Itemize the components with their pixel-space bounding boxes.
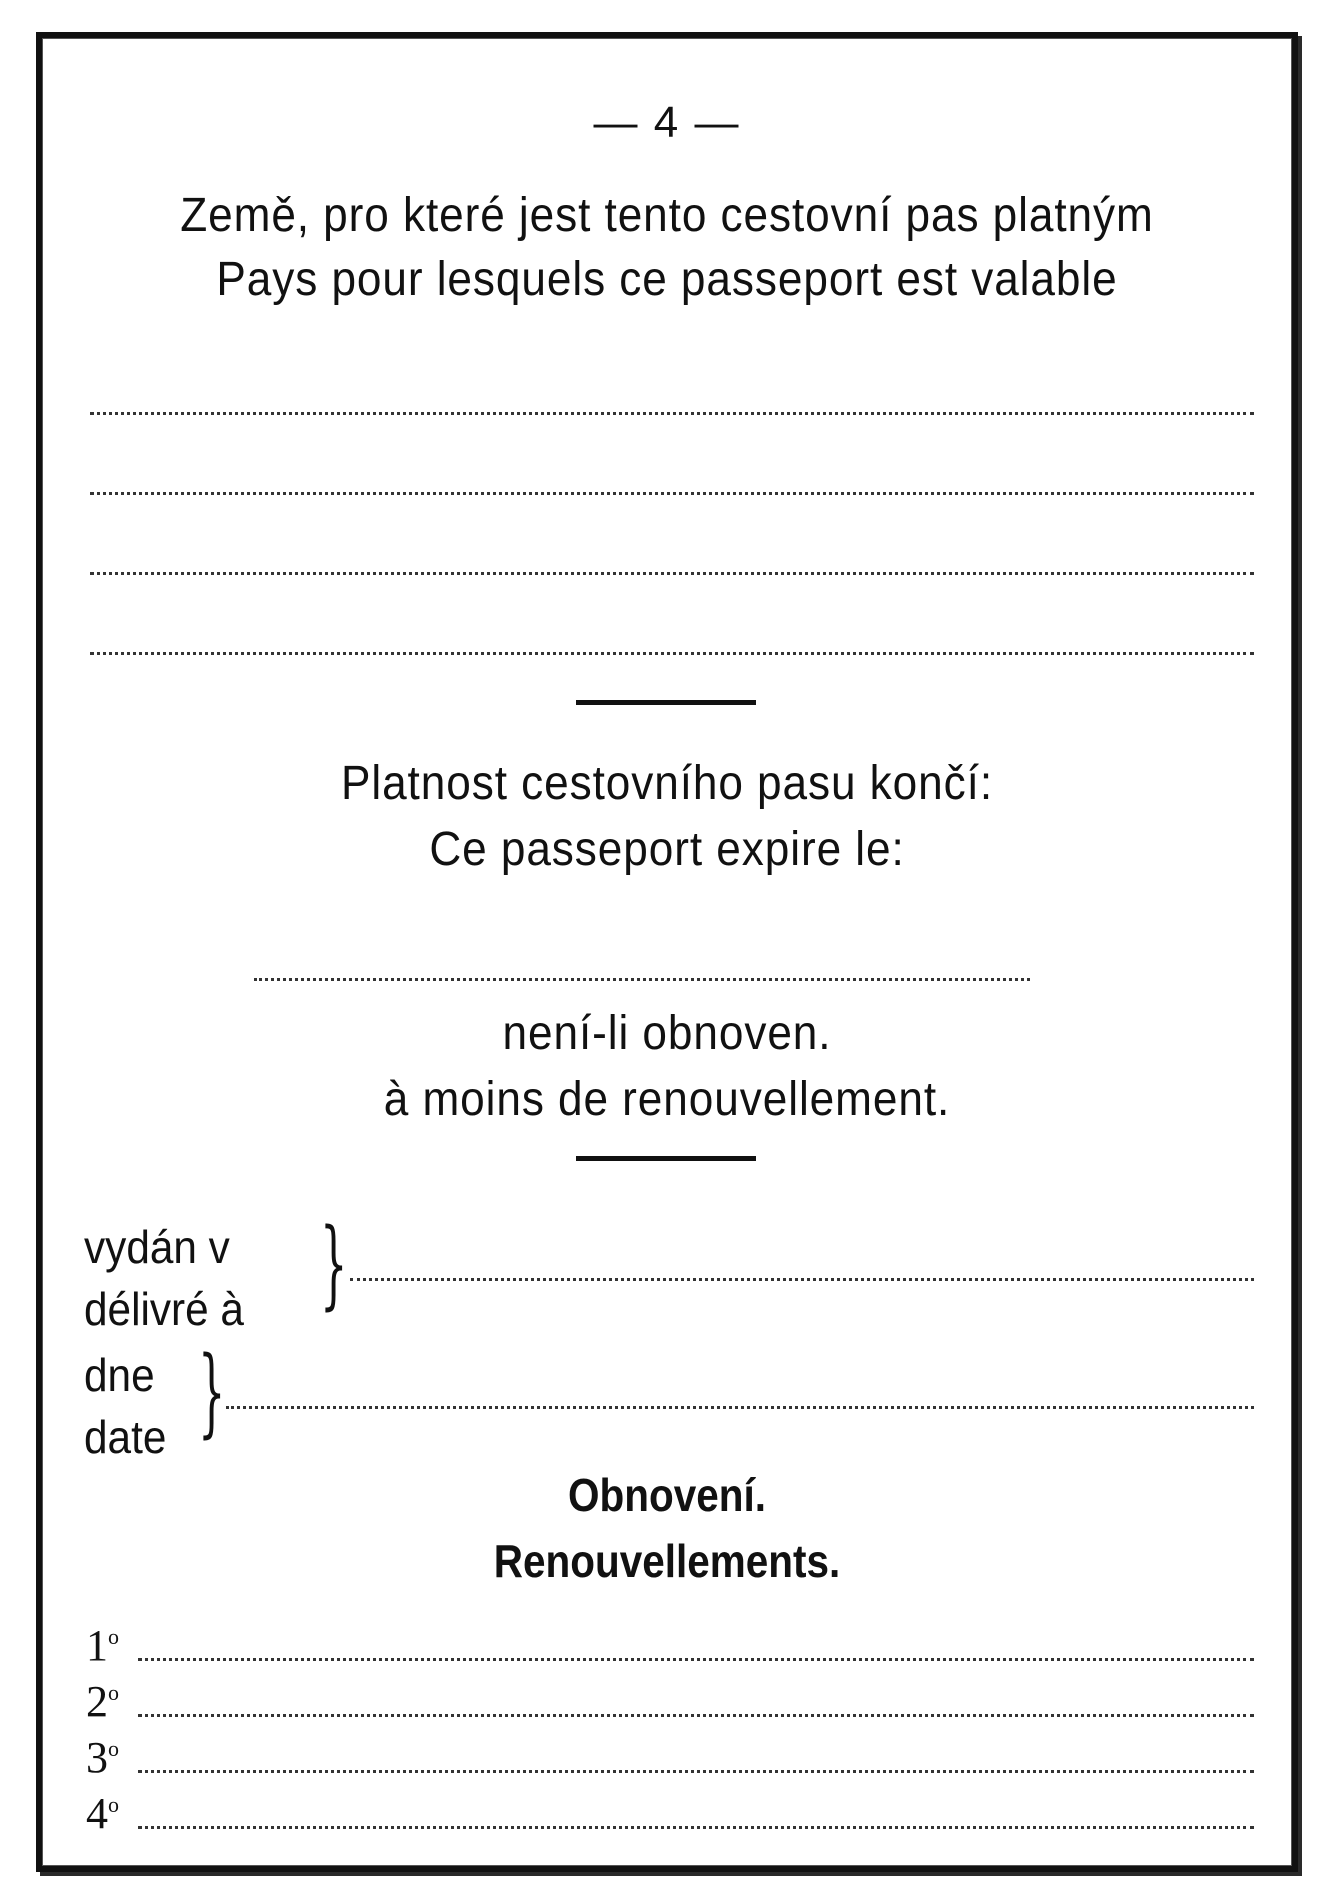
issued-place-brace: }	[320, 1208, 348, 1320]
section-divider-2	[576, 1156, 756, 1161]
renewals-title-cs: Obnovení.	[568, 1469, 766, 1521]
country-line-4[interactable]	[90, 652, 1254, 655]
renewal-line-3[interactable]	[138, 1770, 1254, 1773]
renewal-line-4[interactable]	[138, 1826, 1254, 1829]
renewal-number-4: 4$^o$	[86, 1789, 119, 1838]
renewal-number-2: 2$^o$	[86, 1677, 119, 1726]
validity-condition-fr: à moins de renouvellement.	[383, 1073, 951, 1126]
passport-page	[36, 32, 1298, 1872]
renewal-number-1: 1$^o$	[86, 1621, 119, 1670]
renewal-line-1[interactable]	[138, 1658, 1254, 1661]
country-line-2[interactable]	[90, 492, 1254, 495]
issued-place-label-cs: vydán v	[84, 1221, 230, 1273]
renewals-title-fr: Renouvellements.	[493, 1535, 841, 1587]
issued-date-label-fr: date	[84, 1411, 167, 1463]
issued-date-brace: }	[198, 1336, 226, 1448]
validity-heading-fr: Ce passeport expire le:	[429, 823, 905, 876]
countries-heading-cs: Země, pro které jest tento cestovní pas platným	[180, 189, 1154, 242]
page-number: — 4 —	[593, 98, 741, 147]
country-line-1[interactable]	[90, 412, 1254, 415]
renewal-number-3: 3$^o$	[86, 1733, 119, 1782]
expiry-date-line[interactable]	[254, 978, 1030, 981]
validity-heading-cs: Platnost cestovního pasu končí:	[340, 757, 994, 810]
country-line-3[interactable]	[90, 572, 1254, 575]
validity-condition-cs: není-li obnoven.	[502, 1007, 832, 1060]
issued-date-label-cs: dne	[84, 1349, 155, 1401]
issued-place-line[interactable]	[350, 1278, 1254, 1281]
issued-date-line[interactable]	[226, 1406, 1254, 1409]
section-divider-1	[576, 700, 756, 705]
countries-heading-fr: Pays pour lesquels ce passeport est valable	[216, 253, 1118, 306]
renewal-line-2[interactable]	[138, 1714, 1254, 1717]
issued-place-label-fr: délivré à	[84, 1283, 244, 1335]
